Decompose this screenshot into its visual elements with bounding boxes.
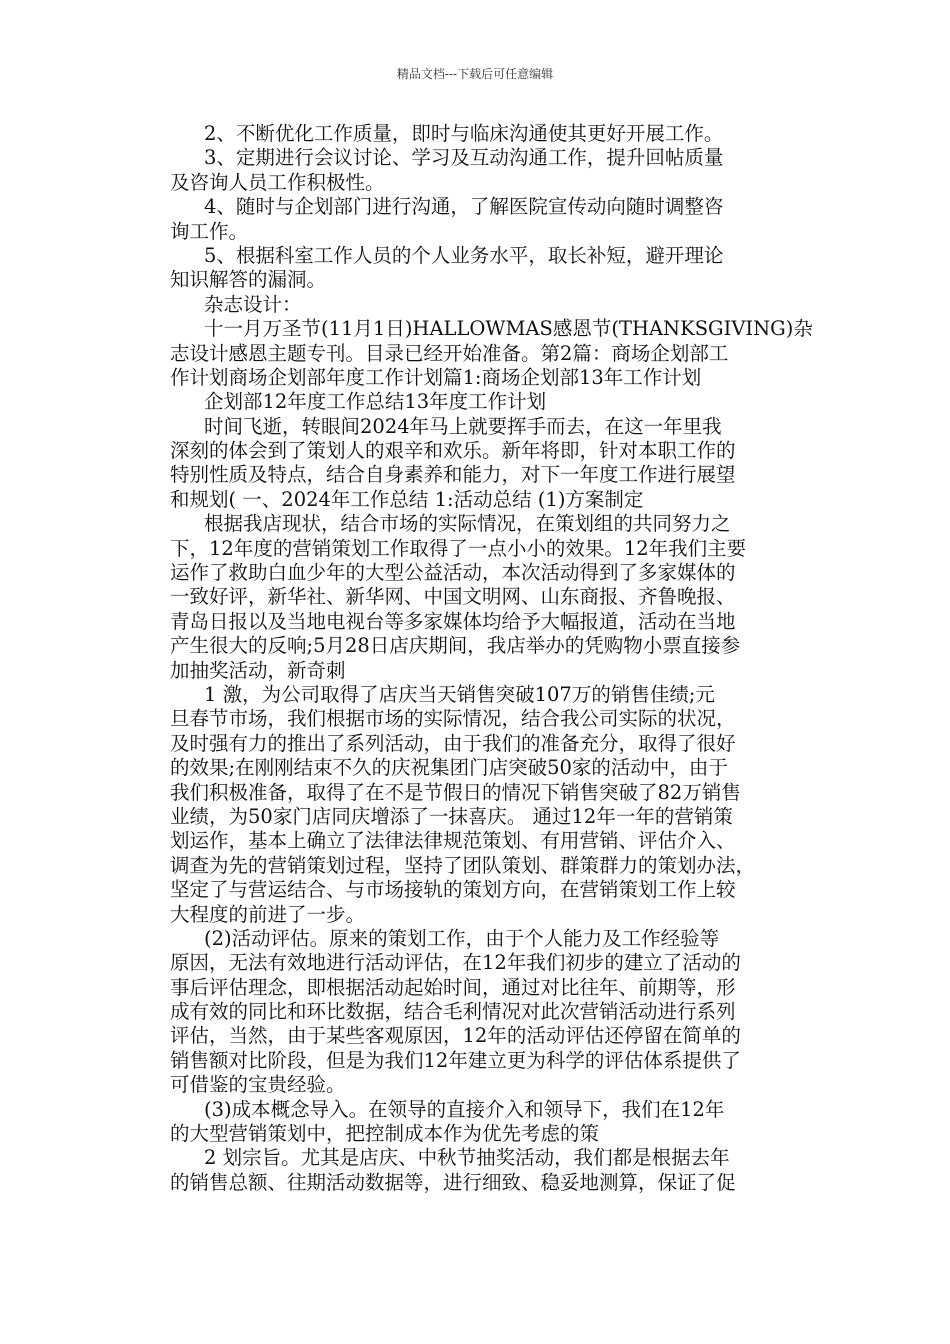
- document-body: [170, 122, 815, 1195]
- text-line: 业绩，为50家门店同庆增添了一抹喜庆。 通过12年一年的营销策: [170, 804, 733, 828]
- text-line: 坚定了与营运结合、与市场接轨的策划方向，在营销策划工作上较: [170, 878, 736, 902]
- text-line: 原因，无法有效地进行活动评估，在12年我们初步的建立了活动的: [170, 951, 741, 975]
- text-line: 成有效的同比和环比数据，结合毛利情况对此次营销活动进行系列: [170, 1000, 736, 1024]
- text-line: 深刻的体会到了策划人的艰辛和欢乐。新年将即，针对本职工作的: [170, 439, 736, 463]
- text-line: (2)活动评估。原来的策划工作，由于个人能力及工作经验等: [204, 926, 720, 950]
- text-line: (3)成本概念导入。在领导的直接介入和领导下，我们在12年: [204, 1097, 725, 1121]
- text-line: 的大型营销策划中，把控制成本作为优先考虑的策: [170, 1122, 600, 1146]
- text-line: 根据我店现状，结合市场的实际情况，在策划组的共同努力之: [204, 512, 731, 536]
- text-line: 5、根据科室工作人员的个人业务水平，取长补短，避开理论: [204, 243, 724, 267]
- text-line: 知识解答的漏洞。: [170, 268, 327, 292]
- text-line: 大程度的前进了一步。: [170, 902, 366, 926]
- text-line: 加抽奖活动，新奇刺: [170, 658, 346, 682]
- text-line: 作计划商场企划部年度工作计划篇1:商场企划部13年工作计划: [170, 365, 702, 389]
- text-line: 销售额对比阶段，但是为我们12年建立更为科学的评估体系提供了: [170, 1048, 741, 1072]
- text-line: 事后评估理念，即根据活动起始时间，通过对比往年、前期等，形: [170, 975, 736, 999]
- text-line: 2、不断优化工作质量，即时与临床沟通使其更好开展工作。: [204, 122, 724, 145]
- text-line: 及咨询人员工作积极性。: [170, 170, 385, 194]
- text-line: 杂志设计：: [204, 292, 302, 316]
- page-header: 精品文档---下载后可任意编辑: [396, 67, 554, 81]
- text-line: 志设计感恩主题专刊。目录已经开始准备。第2篇：商场企划部工: [170, 341, 729, 365]
- text-line: 十一月万圣节(11月1日)HALLOWMAS感恩节(THANKSGIVING)杂: [204, 317, 813, 341]
- text-line: 和规划( 一、2024年工作总结 1:活动总结 (1)方案制定: [170, 487, 644, 511]
- text-line: 一致好评，新华社、新华网、中国文明网、山东商报、齐鲁晚报、: [170, 585, 736, 609]
- text-line: 调查为先的营销策划过程，坚持了团队策划、群策群力的策划办法，: [170, 853, 756, 877]
- text-line: 时间飞逝，转眼间2024年马上就要挥手而去，在这一年里我: [204, 414, 722, 438]
- text-line: 的效果;在刚刚结束不久的庆祝集团门店突破50家的活动中，由于: [170, 756, 728, 780]
- text-line: 产生很大的反响;5月28日店庆期间，我店举办的凭购物小票直接参: [170, 634, 741, 658]
- text-line: 我们积极准备，取得了在不是节假日的情况下销售突破了82万销售: [170, 780, 741, 804]
- text-line: 及时强有力的推出了系列活动，由于我们的准备充分，取得了很好: [170, 731, 736, 755]
- text-line: 旦春节市场，我们根据市场的实际情况，结合我公司实际的状况，: [170, 707, 736, 731]
- text-line: 企划部12年度工作总结13年度工作计划: [204, 390, 547, 414]
- text-line: 询工作。: [170, 219, 249, 243]
- text-line: 运作了救助白血少年的大型公益活动，本次活动得到了多家媒体的: [170, 561, 736, 585]
- text-line: 的销售总额、往期活动数据等，进行细致、稳妥地测算，保证了促: [170, 1170, 736, 1194]
- text-line: 下，12年度的营销策划工作取得了一点小小的效果。12年我们主要: [170, 536, 747, 560]
- text-line: 3、定期进行会议讨论、学习及互动沟通工作，提升回帖质量: [204, 146, 724, 170]
- text-line: 特别性质及特点，结合自身素养和能力，对下一年度工作进行展望: [170, 463, 736, 487]
- text-line: 评估，当然，由于某些客观原因，12年的活动评估还停留在简单的: [170, 1024, 741, 1048]
- text-line: 可借鉴的宝贵经验。: [170, 1073, 346, 1097]
- text-line: 划运作，基本上确立了法律法律规范策划、有用营销、评估介入、: [170, 829, 736, 853]
- text-line: 2 划宗旨。尤其是店庆、中秋节抽奖活动，我们都是根据去年: [204, 1146, 730, 1170]
- text-line: 1 激，为公司取得了店庆当天销售突破107万的销售佳绩;元: [204, 682, 715, 706]
- text-line: 4、随时与企划部门进行沟通，了解医院宣传动向随时调整咨: [204, 195, 724, 219]
- text-line: 青岛日报以及当地电视台等多家媒体均给予大幅报道，活动在当地: [170, 609, 736, 633]
